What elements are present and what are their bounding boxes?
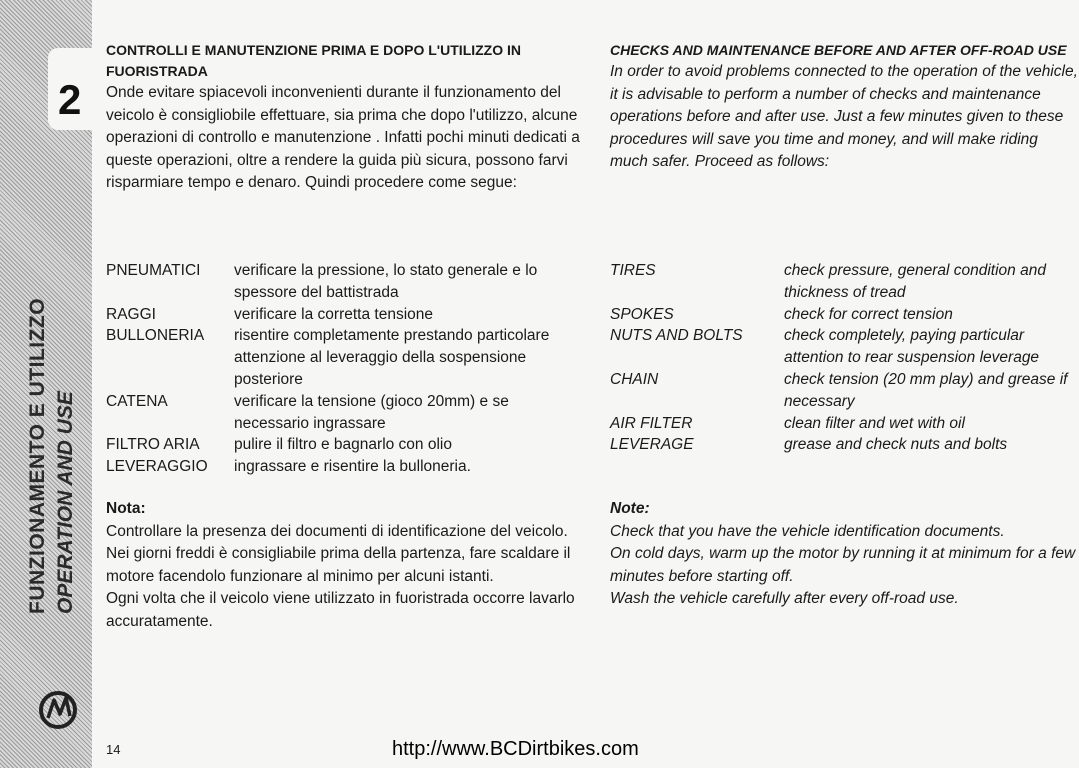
checklist-label: AIR FILTER xyxy=(610,414,693,432)
chapter-title-english: OPERATION AND USE xyxy=(54,391,77,614)
checklist-label: PNEUMATICI xyxy=(106,262,201,279)
checklist-value: pulire il filtro e bagnarlo con olio xyxy=(234,436,452,454)
checklist-label: CATENA xyxy=(106,392,168,410)
checklist-row xyxy=(610,260,1079,304)
checklist-row xyxy=(106,456,586,478)
checklist-label: LEVERAGE xyxy=(610,436,694,454)
checklist-label: CHAIN xyxy=(610,370,659,388)
italian-checklist xyxy=(106,260,586,478)
english-note-paragraph: Wash the vehicle carefully after every off-road use. xyxy=(610,590,959,607)
page-number: 14 xyxy=(106,742,121,757)
checklist-label: RAGGI xyxy=(106,305,156,323)
checklist-label: FILTRO ARIA xyxy=(106,436,200,454)
english-intro: In order to avoid problems connected to the operation of the vehicle, it is advisable to perform a number of checks and maintenance operations before and after use. Just a few minutes given to these procedures will save you time and money, and will make riding much safer. Proceed as follows: xyxy=(610,63,1078,170)
source-url: http://www.BCDirtbikes.com xyxy=(392,738,639,760)
checklist-value: ingrassare e risentire la bulloneria. xyxy=(234,458,471,476)
checklist-row xyxy=(106,434,586,456)
checklist-row xyxy=(610,325,1079,369)
chapter-title-italian: FUNZIONAMENTO E UTILIZZO xyxy=(26,297,49,614)
checklist-label: SPOKES xyxy=(610,305,674,323)
english-note xyxy=(610,498,1078,611)
checklist-value: check tension (20 mm play) and grease if necessary xyxy=(784,370,1068,410)
checklist-value: risentire completamente prestando particolare attenzione al leveraggio della sospensione posteriore xyxy=(234,327,550,388)
checklist-row xyxy=(610,413,1079,435)
english-note-title: Note: xyxy=(610,500,650,517)
english-heading: CHECKS AND MAINTENANCE BEFORE AND AFTER OFF-ROAD USE xyxy=(610,42,1067,58)
italian-intro-section xyxy=(106,40,584,195)
checklist-row xyxy=(610,369,1079,413)
brand-logo-icon xyxy=(38,688,78,732)
checklist-value: verificare la tensione (gioco 20mm) e se necessario ingrassare xyxy=(234,392,509,432)
english-intro-section xyxy=(610,40,1078,174)
checklist-row xyxy=(610,434,1079,456)
checklist-value: clean filter and wet with oil xyxy=(784,414,965,432)
italian-note xyxy=(106,498,586,633)
italian-note-paragraph: Nei giorni freddi è consigliabile prima della partenza, fare scaldare il motore facendolo funzionare al minimo per alcuni istanti. xyxy=(106,545,571,585)
checklist-row xyxy=(106,304,586,326)
italian-note-title: Nota: xyxy=(106,500,146,517)
checklist-row xyxy=(610,304,1079,326)
checklist-label: LEVERAGGIO xyxy=(106,458,208,476)
checklist-value: check pressure, general condition and thickness of tread xyxy=(784,262,1046,301)
english-note-paragraph: Check that you have the vehicle identification documents. xyxy=(610,522,1005,540)
italian-note-paragraph: Controllare la presenza dei documenti di identificazione del veicolo. xyxy=(106,522,568,540)
checklist-label: TIRES xyxy=(610,262,656,279)
checklist-value: verificare la pressione, lo stato generale e lo spessore del battistrada xyxy=(234,262,538,301)
english-checklist xyxy=(610,260,1079,456)
checklist-value: check completely, paying particular attention to rear suspension leverage xyxy=(784,327,1040,367)
chapter-number: 2 xyxy=(58,76,82,123)
checklist-row xyxy=(106,391,586,435)
checklist-row xyxy=(106,325,586,390)
checklist-row xyxy=(106,260,586,304)
checklist-value: check for correct tension xyxy=(784,305,953,323)
checklist-label: BULLONERIA xyxy=(106,327,205,345)
italian-intro: Onde evitare spiacevoli inconvenienti durante il funzionamento del veicolo è consigliobile effettuare, sia prima che dopo l'utilizzo, alcune operazioni di controllo e manutenzione . Infatti pochi minuti dedicati a queste operazioni, oltre a rendere la guida più sicura, possono farvi risparmiare tempo e denaro. Quindi procedere come segue: xyxy=(106,84,580,191)
checklist-value: grease and check nuts and bolts xyxy=(784,436,1008,454)
checklist-label: NUTS AND BOLTS xyxy=(610,327,743,345)
english-note-paragraph: On cold days, warm up the motor by running it at minimum for a few minutes before starting off. xyxy=(610,545,1076,585)
italian-heading: CONTROLLI E MANUTENZIONE PRIMA E DOPO L'UTILIZZO IN FUORISTRADA xyxy=(106,42,522,79)
checklist-value: verificare la corretta tensione xyxy=(234,305,434,323)
italian-note-paragraph: Ogni volta che il veicolo viene utilizzato in fuoristrada occorre lavarlo accuratamente. xyxy=(106,590,575,630)
